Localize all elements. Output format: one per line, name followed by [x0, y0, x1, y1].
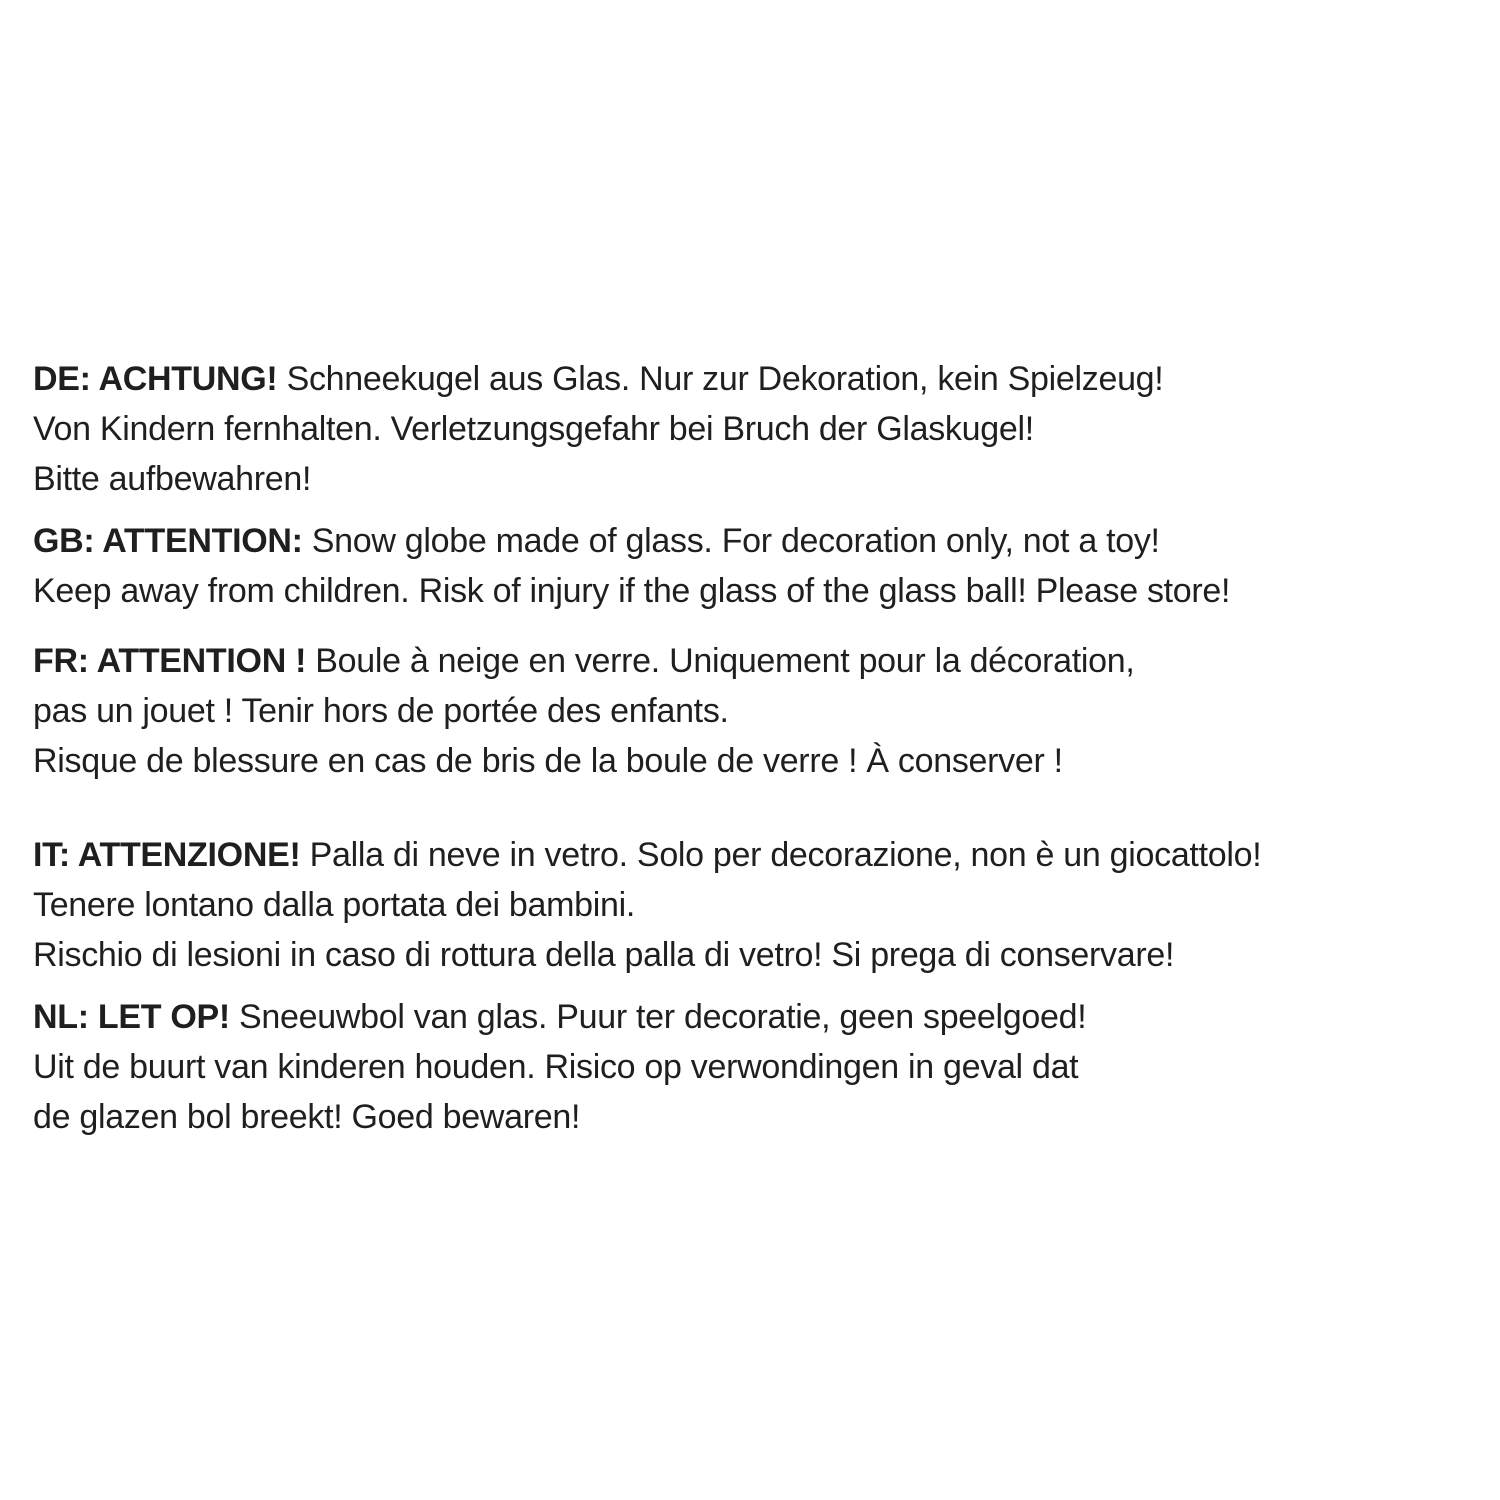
warning-gb-line-1-text: Snow globe made of glass. For decoration only, not a toy! [302, 522, 1160, 560]
warning-paragraph-nl [33, 992, 1480, 1142]
warning-fr-line-1 [33, 636, 1480, 686]
warning-de-line-3: Bitte aufbewahren! [33, 460, 312, 498]
warning-paragraph-de [33, 354, 1480, 504]
warning-gb-heading: GB: ATTENTION: [33, 522, 303, 560]
warning-de-line-1 [33, 354, 1480, 404]
warning-paragraph-it [33, 830, 1480, 980]
warning-nl-line-3: de glazen bol breekt! Goed bewaren! [33, 1098, 581, 1136]
warning-paragraph-gb [33, 516, 1480, 616]
warning-nl-line-2: Uit de buurt van kinderen houden. Risico op verwondingen in geval dat [33, 1048, 1079, 1086]
warning-gb-line-1 [33, 516, 1480, 566]
warning-fr-line-3: Risque de blessure en cas de bris de la boule de verre ! À conserver ! [33, 742, 1063, 780]
warning-fr-line-1-text: Boule à neige en verre. Uniquement pour la décoration, [306, 642, 1135, 680]
warning-fr-heading: FR: ATTENTION ! [33, 642, 307, 680]
warning-nl-line-1 [33, 992, 1480, 1042]
warning-de-line-2: Von Kindern fernhalten. Verletzungsgefahr bei Bruch der Glaskugel! [33, 410, 1034, 448]
warning-it-line-1-text: Palla di neve in vetro. Solo per decorazione, non è un giocattolo! [300, 836, 1262, 874]
warning-it-line-1 [33, 830, 1480, 880]
warning-paragraph-fr [33, 636, 1480, 786]
warning-it-line-2: Tenere lontano dalla portata dei bambini. [33, 886, 636, 924]
warning-de-heading: DE: ACHTUNG! [33, 360, 278, 398]
warning-it-heading: IT: ATTENZIONE! [33, 836, 301, 874]
warning-nl-line-1-text: Sneeuwbol van glas. Puur ter decoratie, geen speelgoed! [229, 998, 1087, 1036]
warning-nl-heading: NL: LET OP! [33, 998, 230, 1036]
warning-gb-line-2: Keep away from children. Risk of injury if the glass of the glass ball! Please store! [33, 572, 1231, 610]
warning-fr-line-2: pas un jouet ! Tenir hors de portée des enfants. [33, 692, 729, 730]
warning-it-line-3: Rischio di lesioni in caso di rottura della palla di vetro! Si prega di conservare! [33, 936, 1175, 974]
warning-text-block [33, 354, 1480, 1154]
warning-de-line-1-text: Schneekugel aus Glas. Nur zur Dekoration, kein Spielzeug! [277, 360, 1164, 398]
